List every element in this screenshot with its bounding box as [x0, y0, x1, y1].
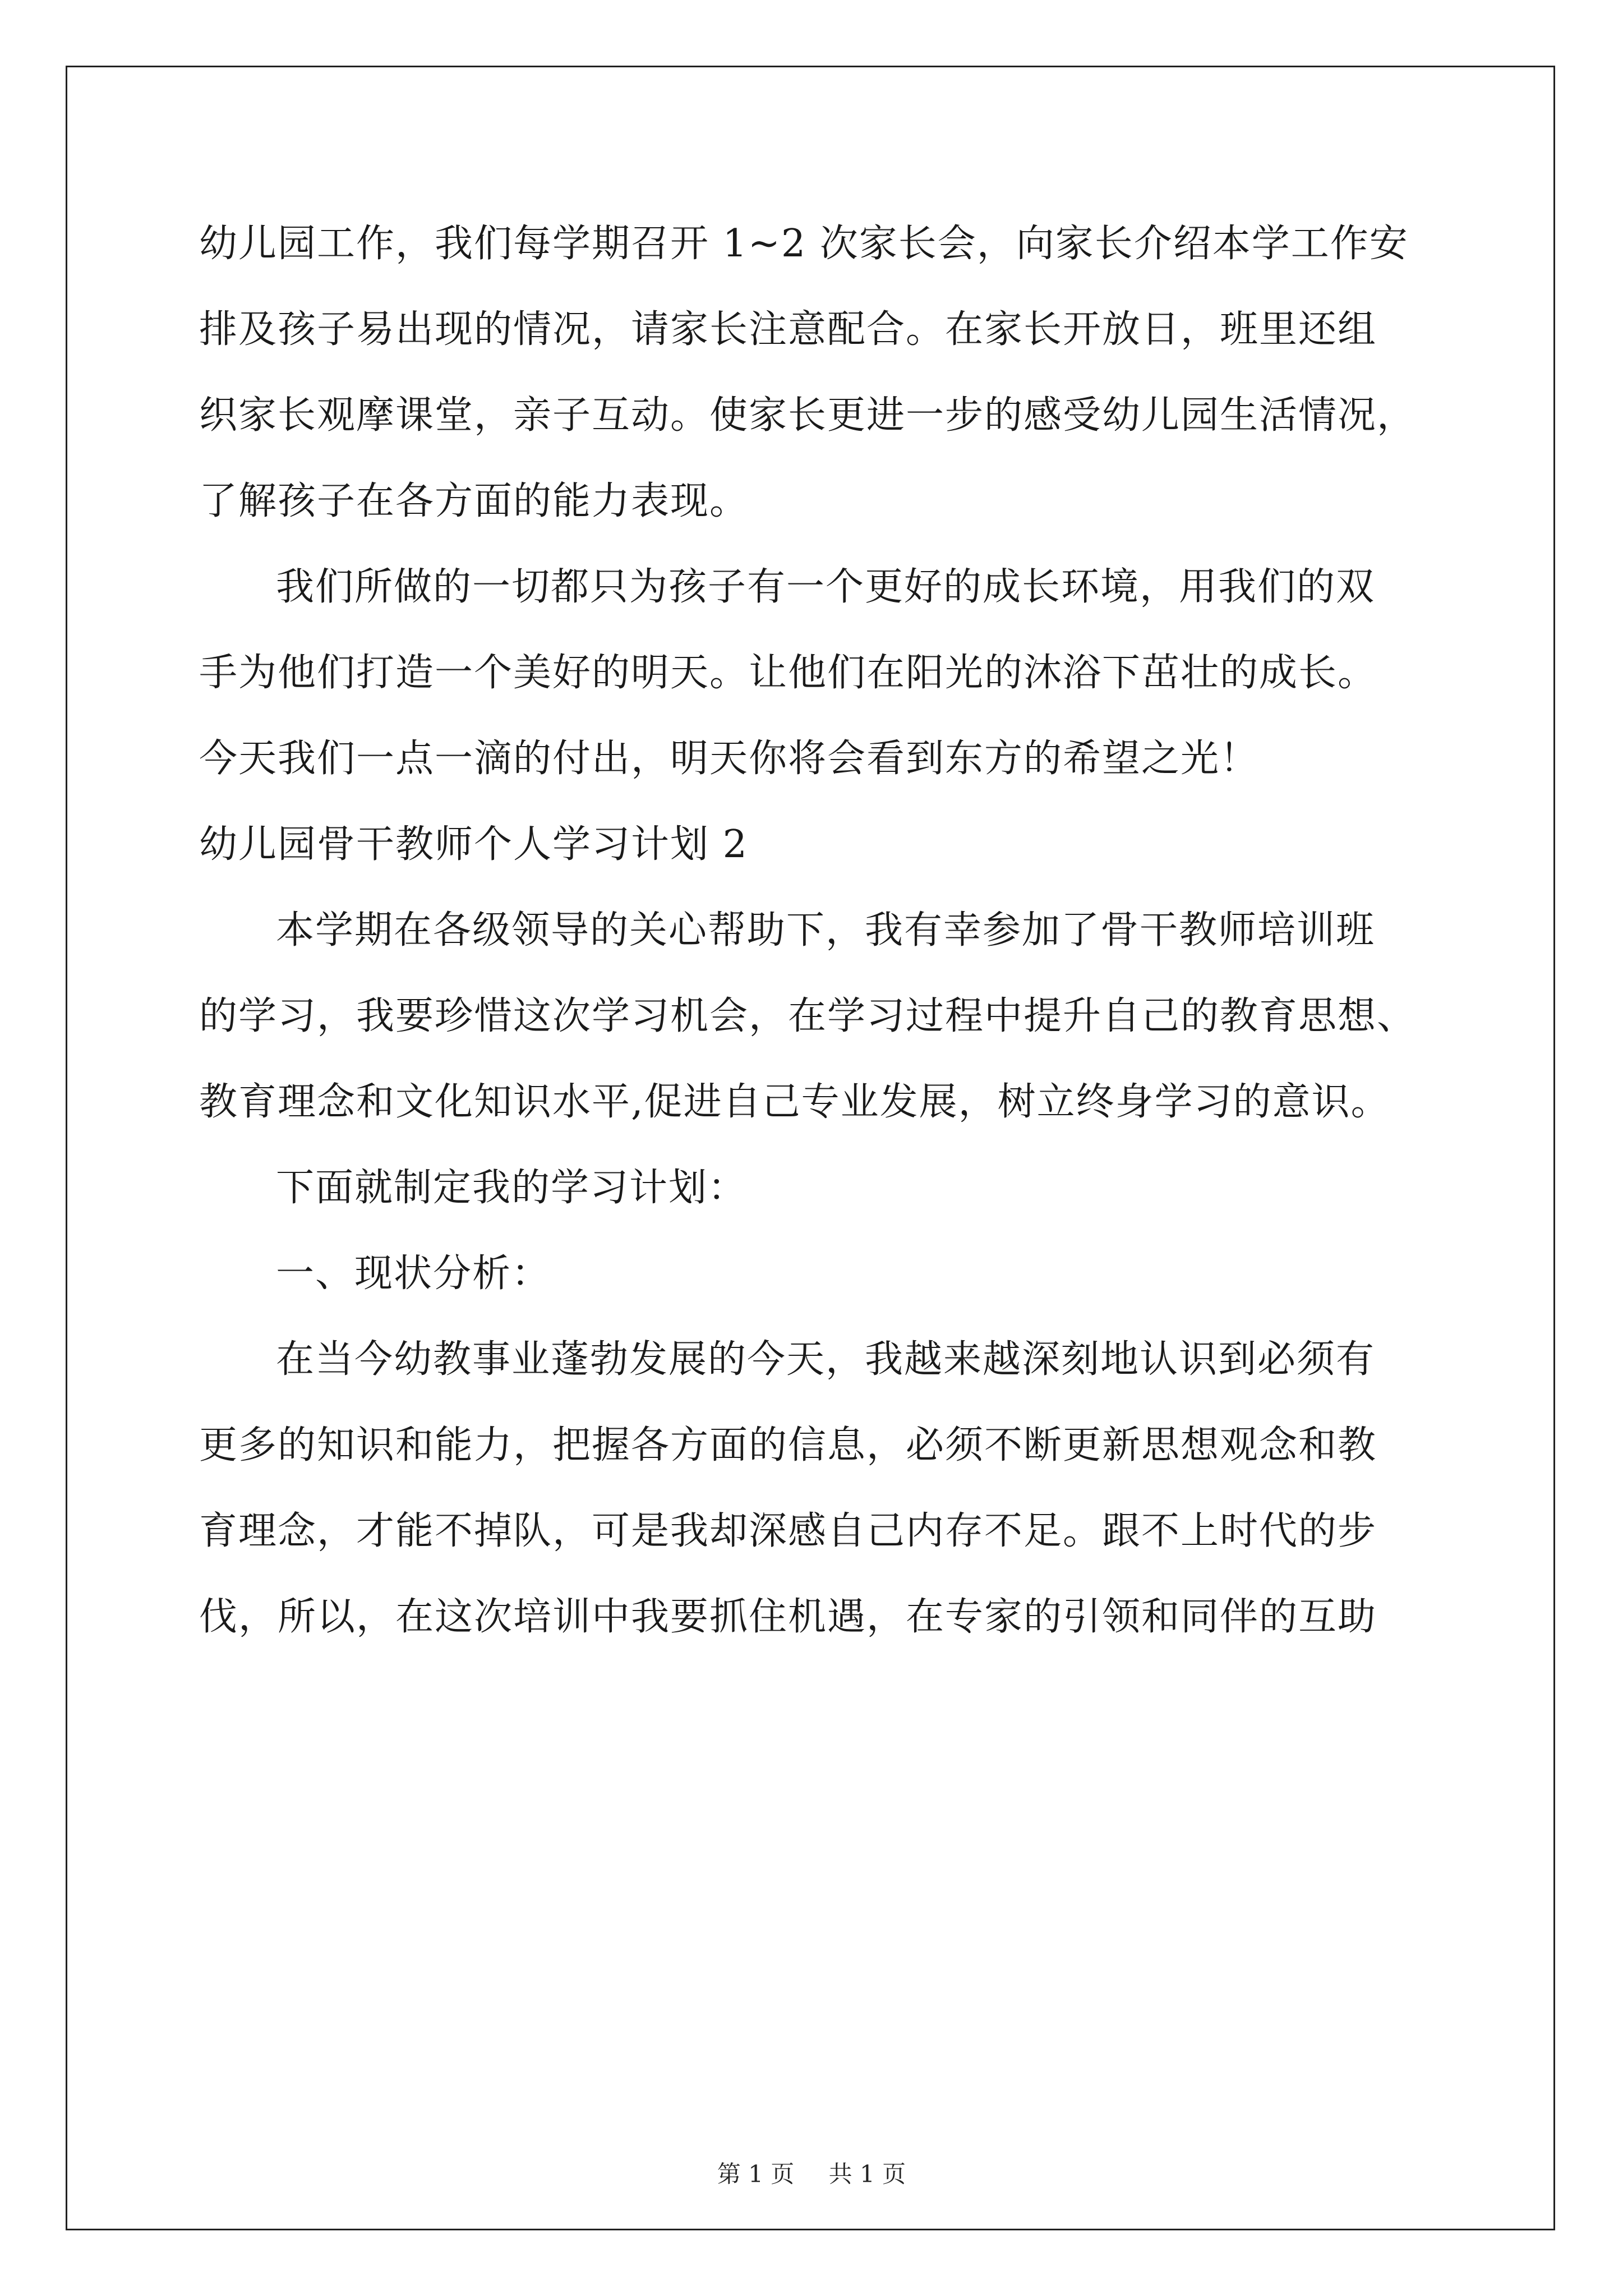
text-line-7: 今天我们一点一滴的付出，明天你将会看到东方的希望之光！ — [199, 737, 1260, 781]
text-line-16: 育理念，才能不掉队，可是我却深感自己内存不足。跟不上时代的步 — [199, 1509, 1377, 1553]
document-body — [199, 216, 1433, 1675]
page-number-total: 共 1 页 — [828, 2160, 906, 2188]
subheading-status-analysis: 一、现状分析： — [276, 1251, 551, 1296]
text-line-1: 幼儿园工作，我们每学期召开 1~2 次家长会，向家长介绍本学工作安 — [199, 222, 1409, 266]
page-number-current: 第 1 页 — [717, 2160, 795, 2188]
section-heading: 幼儿园骨干教师个人学习计划 2 — [199, 822, 748, 867]
page-footer — [0, 2157, 1623, 2191]
text-line-11: 教育理念和文化知识水平,促进自己专业发展，树立终身学习的意识。 — [199, 1080, 1390, 1124]
text-line-15: 更多的知识和能力，把握各方面的信息，必须不断更新思想观念和教 — [199, 1423, 1377, 1467]
text-line-9: 本学期在各级领导的关心帮助下，我有幸参加了骨干教师培训班 — [276, 908, 1376, 953]
text-line-2: 排及孩子易出现的情况，请家长注意配合。在家长开放日，班里还组 — [199, 307, 1377, 352]
text-line-12: 下面就制定我的学习计划： — [276, 1166, 748, 1210]
text-line-3: 织家长观摩课堂，亲子互动。使家长更进一步的感受幼儿园生活情况， — [199, 393, 1417, 438]
text-line-5: 我们所做的一切都只为孩子有一个更好的成长环境，用我们的双 — [276, 565, 1376, 609]
text-line-17: 伐，所以，在这次培训中我要抓住机遇，在专家的引领和同伴的互助 — [199, 1595, 1377, 1639]
text-line-14: 在当今幼教事业蓬勃发展的今天，我越来越深刻地认识到必须有 — [276, 1337, 1376, 1382]
text-line-6: 手为他们打造一个美好的明天。让他们在阳光的沐浴下茁壮的成长。 — [199, 651, 1377, 695]
text-line-4: 了解孩子在各方面的能力表现。 — [199, 479, 749, 523]
text-line-10: 的学习，我要珍惜这次学习机会，在学习过程中提升自己的教育思想、 — [199, 994, 1417, 1038]
